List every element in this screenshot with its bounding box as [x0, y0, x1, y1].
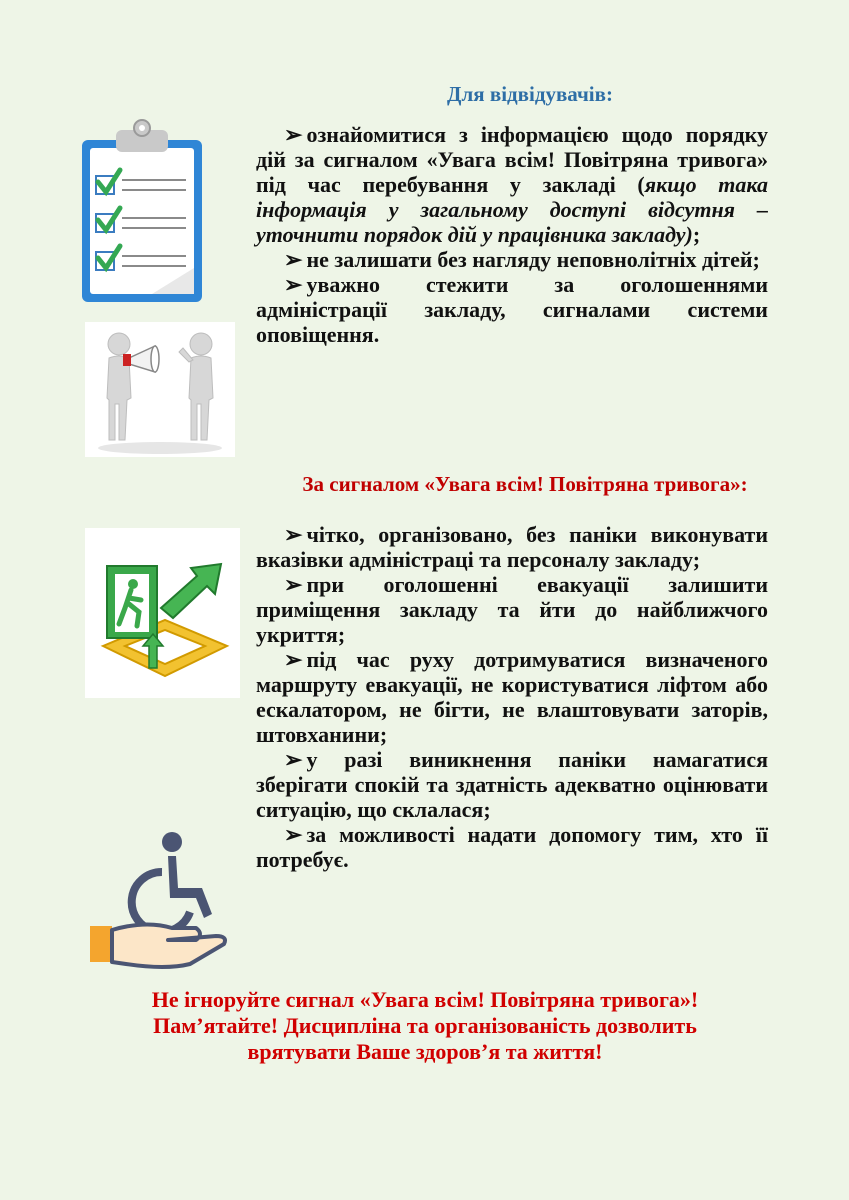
visitors-item-1-text: ознайомитися з інформацією щодо порядку дій за сигналом «Увага всім! Повітряна тривога» під час перебування у закладі (: [256, 122, 768, 197]
visitors-heading: Для відвідувачів:: [447, 82, 613, 106]
footer-line-1: Не ігноруйте сигнал «Увага всім! Повітряна тривога»!: [151, 987, 699, 1012]
signal-item-4-text: у разі виникнення паніки намагатися зберігати спокій та здатність адекватно оцінювати ситуацію, що склалася;: [256, 747, 768, 822]
signal-item-3-text: під час руху дотримуватися визначеного маршруту евакуації, не користуватися ліфтом або ескалатором, не бігти, не влаштовувати заторів, штовханини;: [256, 647, 768, 747]
signal-item-2: [256, 572, 768, 647]
signal-item-1: [256, 522, 768, 572]
bullet-arrow-icon: ➢: [284, 572, 303, 597]
clipboard-checklist-icon: [78, 118, 206, 304]
signal-item-5: [256, 822, 768, 872]
signal-item-5-text: за можливості надати допомогу тим, хто її потребує.: [256, 822, 768, 872]
signal-heading: За сигналом «Увага всім! Повітряна тривога»:: [302, 472, 748, 496]
visitors-item-1: [256, 122, 768, 247]
bullet-arrow-icon: ➢: [284, 522, 303, 547]
signal-list: [256, 522, 768, 872]
visitors-list: [256, 122, 768, 347]
visitors-item-2: [256, 247, 768, 272]
visitors-item-3: [256, 272, 768, 347]
bullet-arrow-icon: ➢: [284, 122, 303, 147]
visitors-item-2-text: не залишати без нагляду неповнолітніх дітей;: [306, 247, 760, 272]
bullet-arrow-icon: ➢: [284, 647, 303, 672]
visitors-item-3-text: уважно стежити за оголошеннями адміністрації закладу, сигналами системи оповіщення.: [256, 272, 768, 347]
megaphone-people-icon: [85, 322, 235, 457]
visitors-item-1-end: ;: [692, 222, 701, 247]
footer-warning: [60, 987, 790, 1065]
evacuation-exit-icon: [85, 528, 240, 698]
signal-item-3: [256, 647, 768, 747]
signal-item-4: [256, 747, 768, 822]
visitors-item-1-italic: якщо така інформація у загальному доступі відсутня – уточнити порядок дій у працівника закладу): [256, 172, 768, 247]
bullet-arrow-icon: ➢: [284, 272, 303, 297]
footer-line-3: врятувати Ваше здоров’я та життя!: [247, 1039, 603, 1064]
bullet-arrow-icon: ➢: [284, 747, 303, 772]
bullet-arrow-icon: ➢: [284, 822, 303, 847]
bullet-arrow-icon: ➢: [284, 247, 303, 272]
signal-item-2-text: при оголошенні евакуації залишити приміщення закладу та йти до найближчого укриття;: [256, 572, 768, 647]
accessibility-hand-icon: [86, 828, 236, 973]
signal-item-1-text: чітко, організовано, без паніки виконувати вказівки адміністраці та персоналу закладу;: [256, 522, 768, 572]
footer-line-2: Пам’ятайте! Дисципліна та організованість дозволить: [153, 1013, 697, 1038]
